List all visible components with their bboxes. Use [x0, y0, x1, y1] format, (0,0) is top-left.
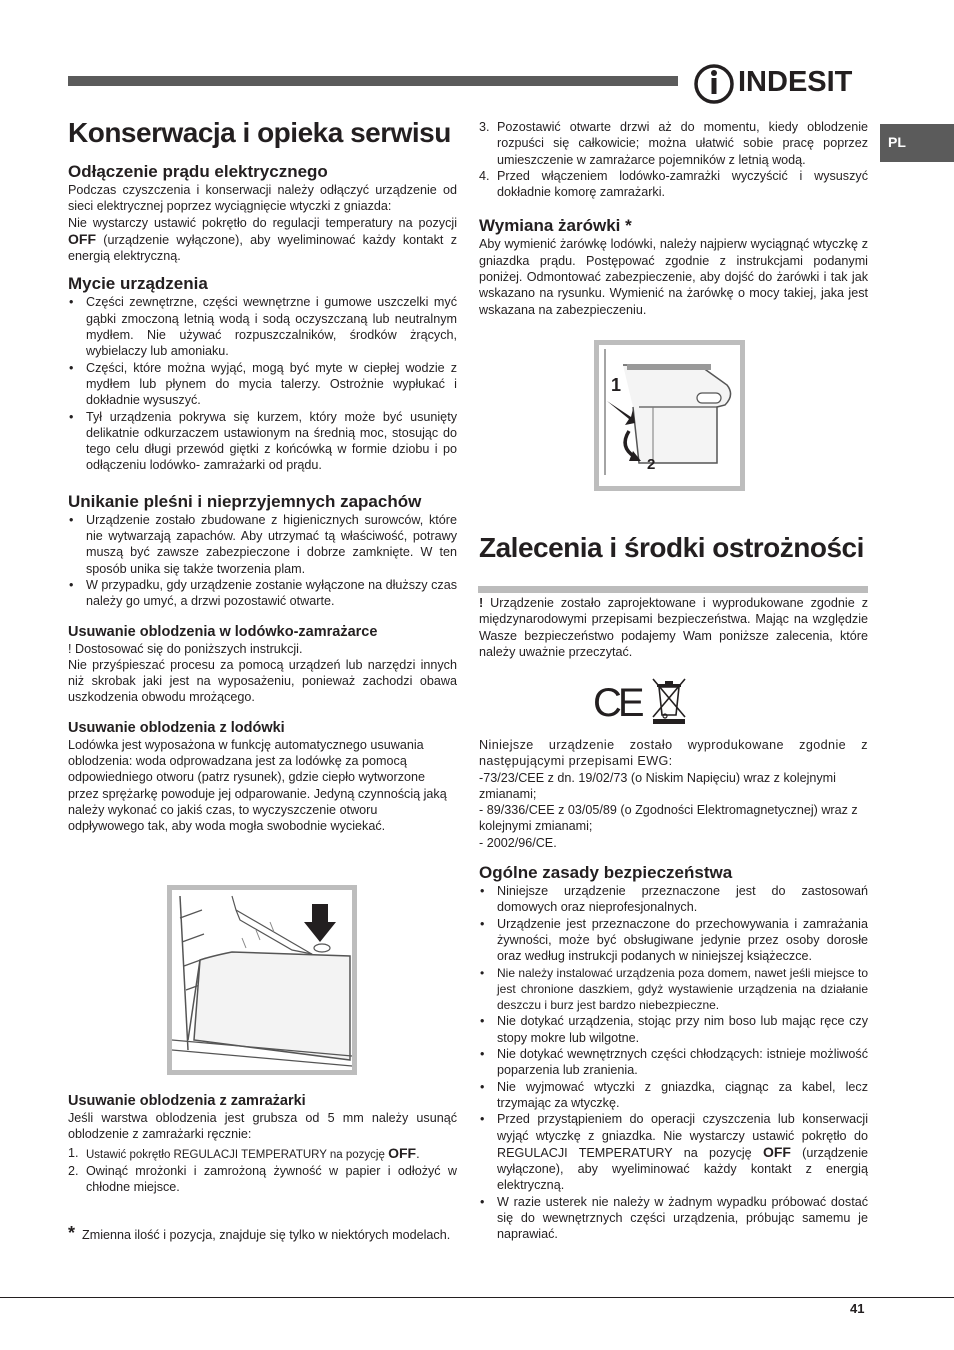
disconnect-text-2: Nie wystarczy ustawić pokrętło do regulacji temperatury na pozycji OFF (urządzenie wyłączone), aby wyeliminować każdy kontakt z energią elektryczną.	[68, 215, 457, 264]
left-column	[68, 118, 457, 835]
norms-text-4: - 2002/96/CE.	[479, 835, 557, 850]
heading-defrost: Usuwanie oblodzenia w lodówko-zamrażarce	[68, 623, 378, 640]
right-column-safety	[479, 595, 868, 660]
section-title-precautions: Zalecenia i środki ostrożności	[479, 532, 864, 563]
heading-bulb: Wymiana żarówki *	[479, 216, 632, 236]
freezer-steps-continued	[479, 119, 868, 200]
heading-defrost-fridge: Usuwanie oblodzenia z lodówki	[68, 719, 285, 736]
off-label: OFF	[68, 230, 96, 247]
language-tab: PL	[880, 124, 954, 162]
drain-hole-figure	[167, 885, 357, 1075]
list-item: • Nie dotykać urządzenia, stojąc przy nim boso lub mając ręce czy stopy mokre lub wilgotne.	[479, 1013, 868, 1046]
norms-text-1: Niniejsze urządzenie zostało wyprodukowane zgodnie z następującymi przepisami EWG:	[479, 738, 868, 769]
section-title-maintenance: Konserwacja i opieka serwisu	[68, 117, 451, 148]
figure-label-1: 1	[611, 375, 622, 395]
list-item: • Nie wyjmować wtyczki z gniazdka, ciągnąc za kabel, lecz trzymając za wtyczkę.	[479, 1079, 868, 1112]
weee-bin-icon	[651, 677, 687, 725]
list-item: • Części, które można wyjąć, mogą być myte w ciepłej wodzie z mydłem lub płynem do mycia talerzy. Ostrożnie wypłukać i dokładnie wysuszyć.	[68, 360, 457, 409]
list-item: • W przypadku, gdy urządzenie zostanie wyłączone na dłuższy czas należy go umyć, a drzwi pozostawić otwarte.	[68, 577, 457, 610]
list-item: 3. Pozostawić otwarte drzwi aż do momentu, kiedy oblodzenie rozpuści się całkowicie; można ułatwić sobie pracę poprzez umieszczenie w zamrażarce pojemników z letnią wodą.	[479, 120, 868, 167]
list-item: • Tył urządzenia pokrywa się kurzem, który może być usunięty delikatnie odkurzaczem ustawionym na średnią moc, stosując do tego celu długi przewód giętki z końcówką w formie dziobu i po odłączeniu lodówko- zamrażarki od prądu.	[68, 409, 457, 474]
norms-text-2: -73/23/CEE z dn. 19/02/73 (o Niskim Napięciu) wraz z kolejnymi zmianami;	[479, 770, 836, 801]
heading-defrost-freezer: Usuwanie oblodzenia z zamrażarki	[68, 1093, 306, 1109]
heading-mould: Unikanie pleśni i nieprzyjemnych zapachów	[68, 491, 422, 511]
list-item: • Urządzenie zostało zbudowane z higienicznych surowców, które nie wytwarzają zapachów. Aby utrzymać tą właściwość, potrawy muszą być zawsze zabezpieczone i dobrze zamknięte. W ten sposób unika się także tworzenia plam.	[68, 512, 457, 577]
left-column-bottom	[68, 1093, 457, 1244]
figure-label-2: 2	[647, 456, 656, 473]
defrost-fridge-text: Lodówka jest wyposażona w funkcję automatycznego usuwania oblodzenia: woda odprowadzana jest za lodówkę za pomocą odpowiedniego otworu (patrz rysunek), gdzie ciepło wytworzone przez sprężarkę powoduje jej odparowanie. Jedyną czynnością jaką należy wykonać co jakiś czas, to wyczyszczenie otworu odpływowego tak, aby woda mogła swobodnie wyciekać.	[68, 737, 447, 834]
footer-rule	[0, 1297, 954, 1298]
mould-list	[68, 512, 457, 610]
disconnect-text-1: Podczas czyszczenia i konserwacji należy odłączyć urządzenie od sieci elektrycznej poprzez wyciągnięcie wtyczki z gniazda:	[68, 183, 457, 214]
safety-list	[479, 883, 868, 1243]
list-item: • Części zewnętrzne, części wewnętrzne i gumowe uszczelki myć gąbki zmoczoną letnią wodą i sodą oczyszczaną lub neutralnym mydłem. Nie używać rozpuszczalników, środków żrących, wybielaczy lub amoniaku.	[68, 294, 457, 359]
right-column	[479, 119, 868, 318]
bulb-replacement-figure	[594, 340, 745, 491]
fridge-drain-illustration	[172, 890, 352, 1070]
list-item: • Nie dotykać wewnętrznych części chłodzących: istnieje możliwość poparzenia lub zranienia.	[479, 1046, 868, 1079]
list-item: • Przed przystąpieniem do operacji czyszczenia lub konserwacji wyjąć wtyczkę z gniazdka. Nie wystarczy ustawić pokrętło do REGULACJI TEMPERATURY na pozycję OFF (urządzenie wyłączone), aby wyeliminować każdy kontakt z energią elektryczną.	[479, 1111, 868, 1193]
list-item: • Nie należy instalować urządzenia poza domem, nawet jeśli miejsce to jest chronione daszkiem, gdyż wystawienie urządzenia na działanie deszczu i burz jest bardzo niebezpieczne.	[479, 965, 868, 1014]
heading-cleaning: Mycie urządzenia	[68, 274, 208, 294]
logo-i-icon	[694, 60, 738, 108]
list-item: 2. Owinąć mrożonki i zamrożoną żywność w papier i odłożyć w chłodne miejsce.	[68, 1163, 457, 1195]
footnote: * Zmienna ilość i pozycja, znajduje się tylko w niektórych modelach.	[68, 1223, 451, 1244]
ce-mark: CE	[593, 681, 641, 725]
list-item: 4. Przed włączeniem lodówko-zamrażki wyczyścić i wysuszyć dokładnie komorę zamrażarki.	[479, 168, 868, 200]
norms-text-3: - 89/336/CEE z 03/05/89 (o Zgodności Elektromagnetycznej) wraz z kolejnymi zmianami;	[479, 803, 858, 834]
header-bar	[68, 76, 678, 86]
cleaning-list	[68, 294, 457, 473]
defrost-text-1: ! Dostosować się do poniższych instrukcji.	[68, 641, 303, 656]
list-item: Jeśli warstwa oblodzenia jest grubsza od 5 mm należy usunąć oblodzenie z zamrażarki ręcznie:	[68, 1111, 457, 1142]
freezer-steps	[68, 1110, 457, 1195]
lamp-cover-illustration	[599, 345, 740, 486]
list-item: 1. Ustawić pokrętło REGULACJI TEMPERATURY na pozycję OFF.	[68, 1144, 420, 1161]
list-item: • W razie usterek nie należy w żadnym wypadku próbować dostać się do wewnętrznych części urządzenia, próbując samemu je naprawiać.	[479, 1194, 868, 1243]
off-label: OFF	[388, 1144, 417, 1161]
bulb-text: Aby wymienić żarówkę lodówki, należy najpierw wyciągnąć wtyczkę z gniazdka prądu. Postępować zgodnie z instrukcjami podanymi poniżej. Odmontować zabezpieczenie, aby dojść do żarówki i tak jak wskazano na rysunku. Wymienić na żarówkę o mocy takiej, jaka jest wskazana na zabezpieczeniu.	[479, 237, 868, 317]
compliance-marks	[593, 677, 693, 727]
indesit-logo	[694, 60, 866, 108]
list-item: • Urządzenie jest przeznaczone do przechowywania i zamrażania żywności, może być obsługiwane jedynie przez osoby dorosłe oraz według instrukcji podanych w niniejszej książeczce.	[479, 916, 868, 965]
page-number: 41	[850, 1301, 865, 1316]
right-column-norms	[479, 737, 868, 1243]
right-column-lower	[479, 533, 868, 562]
list-item: • Niniejsze urządzenie przeznaczone jest do zastosowań domowych oraz nieprofesjonalnych.	[479, 883, 868, 916]
safety-intro: ! Urządzenie zostało zaprojektowane i wyprodukowane zgodnie z międzynarodowymi przepisami bezpieczeństwa. Mając na względzie Wasze bezpieczeństwo podajemy Wam poniższe zalecenia, które należy uważnie przeczytać.	[479, 596, 868, 659]
title-underline	[478, 586, 868, 593]
defrost-text-2: Nie przyśpieszać procesu za pomocą urządzeń lub narzędzi innych niż skrobak jaki jest na wyposażeniu, ponieważ zachodzi obawa uszkodzenia obwodu mrożącego.	[68, 657, 457, 705]
heading-disconnect: Odłączenie prądu elektrycznego	[68, 162, 328, 181]
brand-wordmark: INDESIT	[738, 66, 853, 98]
off-label: OFF	[762, 1143, 791, 1160]
heading-general-safety: Ogólne zasady bezpieczeństwa	[479, 863, 733, 883]
